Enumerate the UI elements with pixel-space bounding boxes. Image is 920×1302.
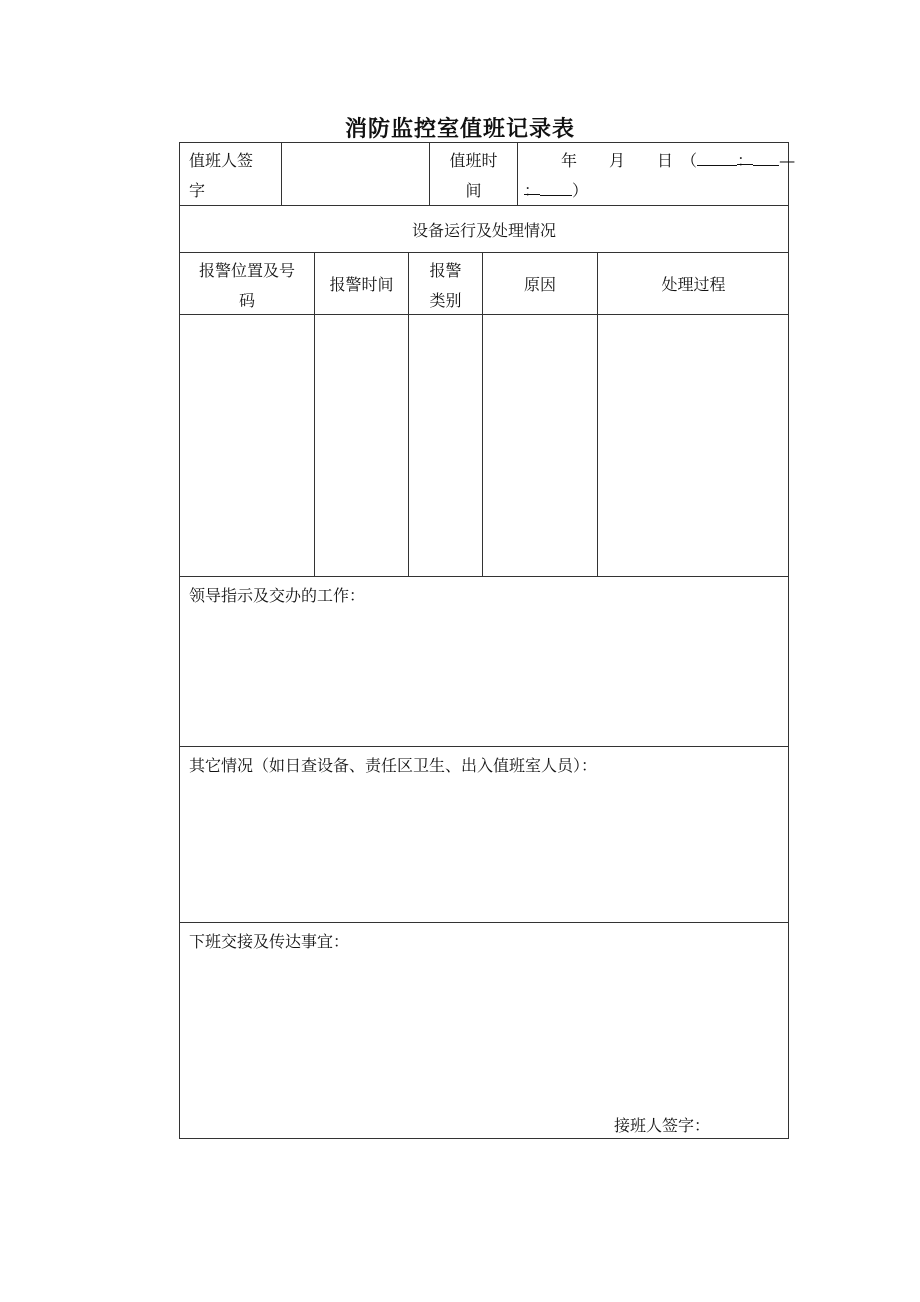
- duty-time-label: 值班时 间: [449, 151, 498, 200]
- open-paren: （: [681, 151, 698, 170]
- cell-process[interactable]: [598, 315, 788, 576]
- col-header-cause: 原因: [523, 275, 556, 294]
- handover-label: 下班交接及传达事宜：: [189, 932, 350, 951]
- receiver-signature-label: 接班人签字：: [614, 1116, 711, 1135]
- col-header-alarm-category: 报警 类别: [429, 261, 462, 310]
- col-header-alarm-time: 报警时间: [329, 275, 394, 294]
- cell-cause[interactable]: [483, 315, 597, 576]
- end-minute-blank[interactable]: [540, 177, 572, 196]
- handover-field[interactable]: [180, 958, 788, 1108]
- cell-alarm-time[interactable]: [315, 315, 408, 576]
- day-label: 日: [657, 151, 674, 170]
- start-colon: ：: [737, 146, 753, 165]
- row-divider-5: [179, 746, 789, 747]
- other-situations-label: 其它情况（如日查设备、责任区卫生、出入值班室人员）：: [189, 756, 598, 775]
- duty-signer-field[interactable]: [282, 143, 428, 204]
- col-header-process: 处理过程: [661, 275, 726, 294]
- section-title: 设备运行及处理情况: [411, 221, 556, 240]
- start-hour-blank[interactable]: [697, 147, 737, 166]
- dash: —: [779, 151, 796, 170]
- col-header-alarm-location: 报警位置及号 码: [198, 261, 295, 310]
- leader-instructions-field[interactable]: [180, 612, 788, 745]
- cell-alarm-location[interactable]: [180, 315, 314, 576]
- row-divider-4: [179, 576, 789, 577]
- start-minute-blank[interactable]: [753, 147, 779, 166]
- duty-signer-label: 值班人签 字: [189, 151, 254, 200]
- row-divider-6: [179, 922, 789, 923]
- duty-time-field[interactable]: [518, 146, 796, 204]
- end-colon: ：: [524, 176, 540, 195]
- month-label: 月: [609, 151, 626, 170]
- year-label: 年: [561, 151, 578, 170]
- leader-instructions-label: 领导指示及交办的工作：: [189, 586, 366, 605]
- cell-alarm-category[interactable]: [409, 315, 482, 576]
- form-title: 消防监控室值班记录表: [344, 116, 575, 142]
- other-situations-field[interactable]: [180, 782, 788, 921]
- row-divider-2: [179, 252, 789, 253]
- close-paren: ）: [572, 181, 589, 200]
